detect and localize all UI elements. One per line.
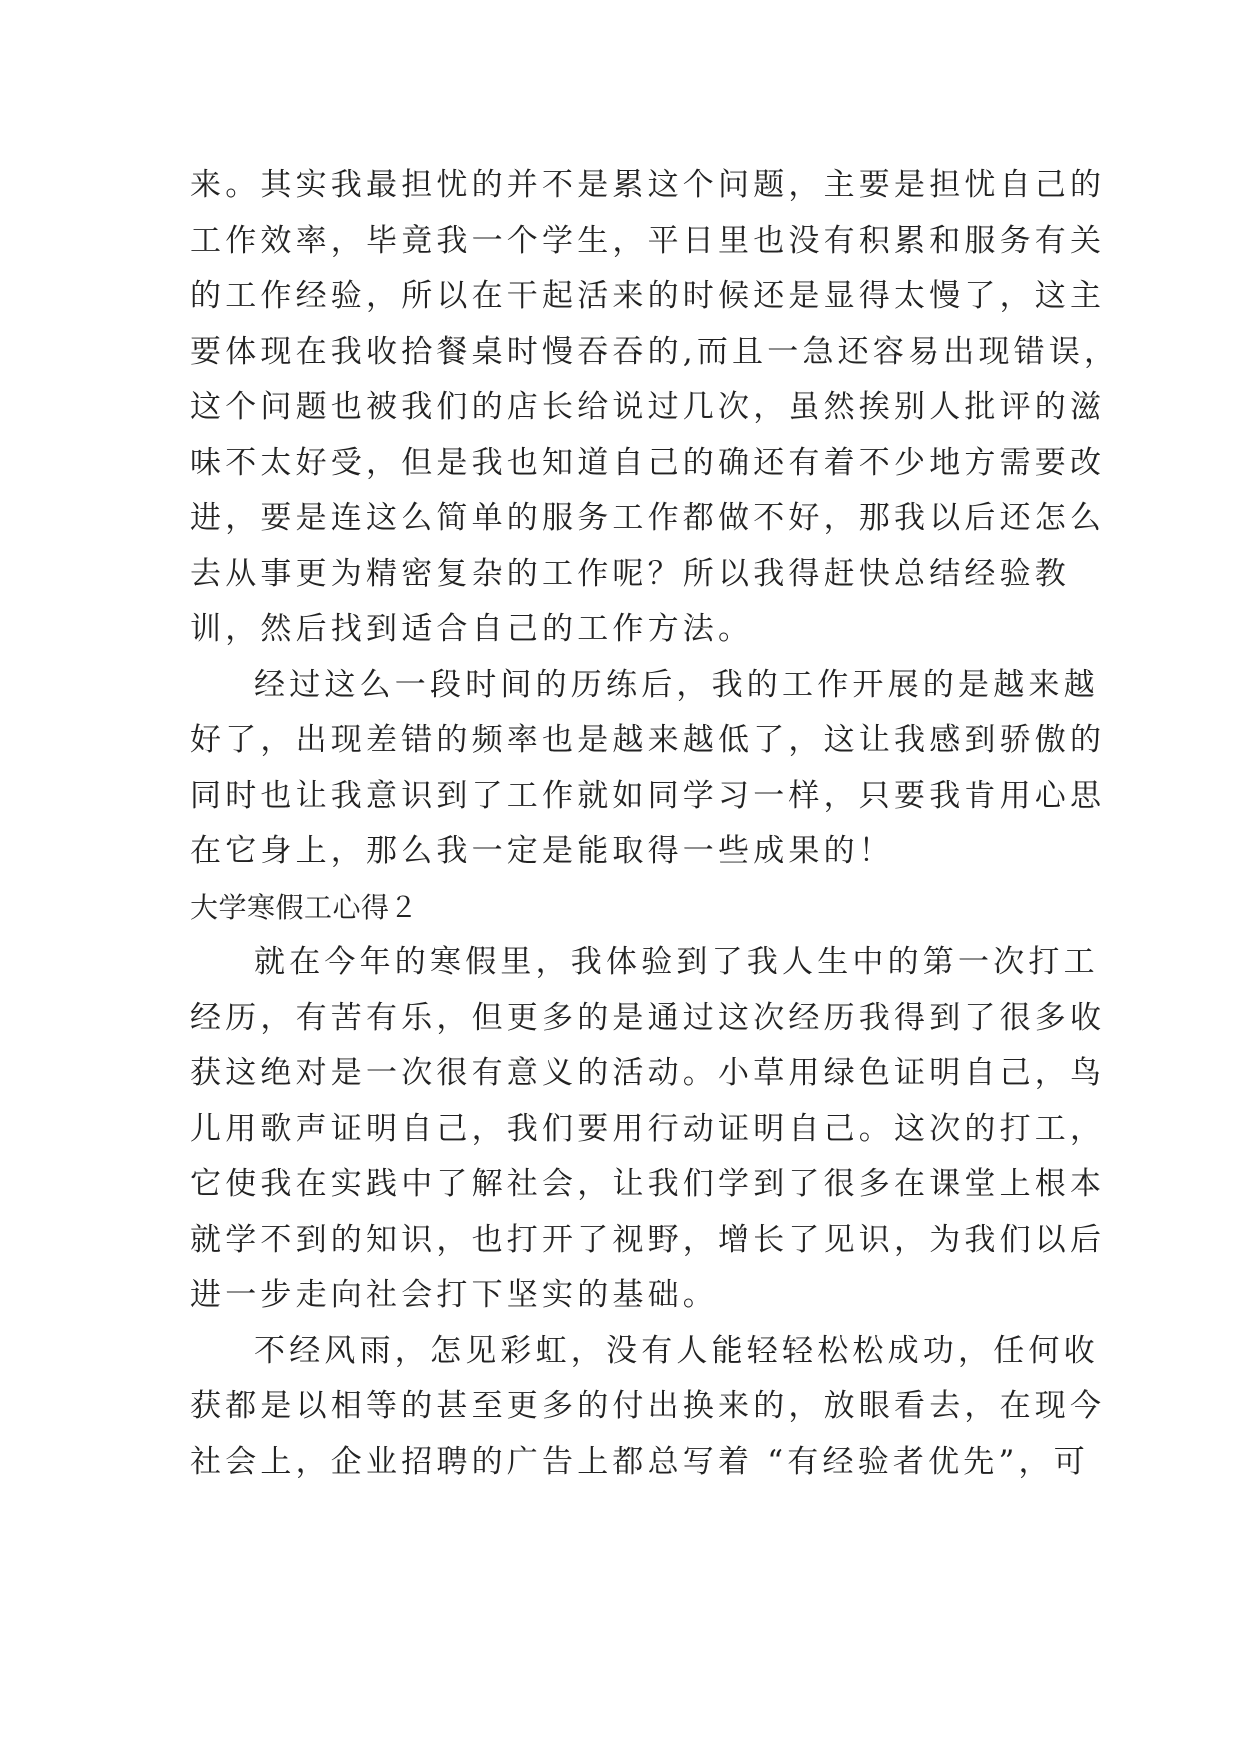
paragraph-line: 经过这么一段时间的历练后，我的工作开展的是越来越	[254, 666, 1099, 703]
section-heading: 大学寒假工心得２	[190, 890, 419, 924]
paragraph-line: 来。其实我最担忧的并不是累这个问题，主要是担忧自己的	[190, 167, 1106, 203]
paragraph-line: 就学不到的知识，也打开了视野，增长了见识，为我们以后	[190, 1221, 1106, 1258]
paragraph-line: 获这绝对是一次很有意义的活动。小草用绿色证明自己，鸟	[190, 1055, 1106, 1091]
paragraph-1	[190, 158, 1120, 658]
paragraph-line: 进一步走向社会打下坚实的基础。	[190, 1277, 718, 1313]
paragraph-2	[190, 658, 1106, 880]
document-body	[190, 158, 1120, 1490]
paragraph-line: 这个问题也被我们的店长给说过几次，虽然挨别人批评的滋	[190, 389, 1106, 425]
paragraph-line: 同时也让我意识到了工作就如同学习一样，只要我肯用心思	[190, 777, 1106, 814]
paragraph-line: 要体现在我收拾餐桌时慢吞吞的,而且一急还容易出现错误，	[190, 333, 1120, 370]
paragraph-line: 训，然后找到适合自己的工作方法。	[190, 611, 754, 647]
paragraph-line: 儿用歌声证明自己，我们要用行动证明自己。这次的打工，	[190, 1110, 1106, 1147]
paragraph-line: 不经风雨，怎见彩虹，没有人能轻轻松松成功，任何收	[254, 1332, 1099, 1369]
paragraph-line: 社会上，企业招聘的广告上都总写着 “有经验者优先”，可	[190, 1443, 1089, 1480]
paragraph-line: 的工作经验，所以在干起活来的时候还是显得太慢了，这主	[190, 278, 1106, 314]
paragraph-line: 进，要是连这么简单的服务工作都做不好，那我以后还怎么	[190, 500, 1106, 536]
paragraph-line: 就在今年的寒假里，我体验到了我人生中的第一次打工	[254, 944, 1099, 980]
paragraph-line: 好了，出现差错的频率也是越来越低了，这让我感到骄傲的	[190, 722, 1106, 758]
paragraph-4	[190, 1324, 1106, 1491]
paragraph-line: 在它身上，那么我一定是能取得一些成果的！	[190, 833, 894, 869]
paragraph-line: 它使我在实践中了解社会，让我们学到了很多在课堂上根本	[190, 1166, 1106, 1202]
paragraph-line: 获都是以相等的甚至更多的付出换来的，放眼看去，在现今	[190, 1388, 1106, 1424]
paragraph-line: 味不太好受，但是我也知道自己的确还有着不少地方需要改	[190, 444, 1106, 481]
paragraph-line: 工作效率，毕竟我一个学生，平日里也没有积累和服务有关	[190, 222, 1106, 259]
paragraph-3	[190, 935, 1106, 1324]
paragraph-line: 去从事更为精密复杂的工作呢？所以我得赶快总结经验教	[190, 555, 1070, 592]
paragraph-line: 经历，有苦有乐，但更多的是通过这次经历我得到了很多收	[190, 999, 1106, 1036]
